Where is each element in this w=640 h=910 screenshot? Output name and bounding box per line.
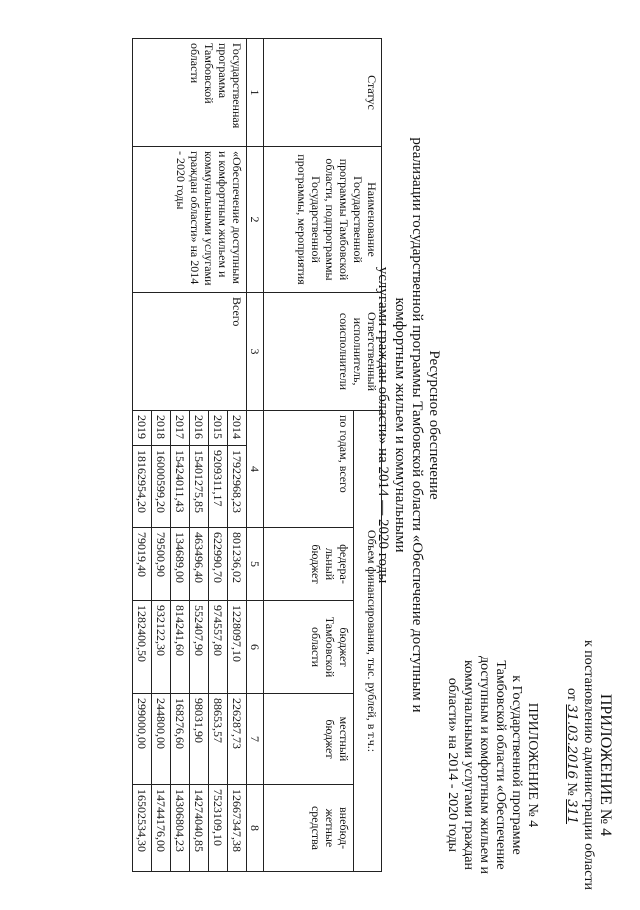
local-cell: 226287,73 bbox=[228, 694, 247, 785]
regional-cell: 932122,30 bbox=[152, 601, 171, 694]
total-cell: 15424011,43 bbox=[171, 446, 190, 528]
federal-cell: 801236,02 bbox=[228, 528, 247, 601]
federal-cell: 622990,70 bbox=[209, 528, 228, 601]
column-number-row bbox=[247, 39, 264, 872]
total-cell: 16000599,20 bbox=[152, 446, 171, 528]
year-cell: 2015 bbox=[209, 411, 228, 446]
federal-cell: 79019,40 bbox=[133, 528, 152, 601]
column-number: 6 bbox=[247, 601, 264, 694]
appendix-repeat-text: к Государственной программе Тамбовской области «Обеспечение доступным и комфортным жильем и коммунальными услугами граждан области» на 2014 - 2020 годы bbox=[445, 656, 524, 874]
extra-cell: 14306804,23 bbox=[171, 785, 190, 872]
extra-cell: 7523109,10 bbox=[209, 785, 228, 872]
local-cell: 88653,57 bbox=[209, 694, 228, 785]
decree-date: 31.03.2016 bbox=[564, 704, 579, 779]
document-title-line1: Ресурсное обеспечение bbox=[426, 350, 442, 500]
decree-reference bbox=[580, 620, 597, 910]
header-local: местный бюджет bbox=[264, 694, 354, 785]
appendix-repeat-title: ПРИЛОЖЕНИЕ № 4 bbox=[525, 702, 540, 828]
federal-cell: 463496,40 bbox=[190, 528, 209, 601]
total-cell: 9209311,17 bbox=[209, 446, 228, 528]
local-cell: 168276,60 bbox=[171, 694, 190, 785]
column-number: 4 bbox=[247, 411, 264, 528]
regional-cell: 552407,90 bbox=[190, 601, 209, 694]
decree-number-label: № bbox=[564, 782, 579, 796]
appendix-title: ПРИЛОЖЕНИЕ № 4 bbox=[597, 693, 614, 837]
header-status: Статус bbox=[264, 39, 382, 147]
year-cell: 2018 bbox=[152, 411, 171, 446]
year-cell: 2016 bbox=[190, 411, 209, 446]
header-by-year: по годам, всего bbox=[264, 411, 354, 528]
decree-from: от bbox=[564, 687, 579, 701]
column-number: 3 bbox=[247, 293, 264, 411]
regional-cell: 1282400,50 bbox=[133, 601, 152, 694]
total-cell: 17922968,23 bbox=[228, 446, 247, 528]
local-cell: 98031,90 bbox=[190, 694, 209, 785]
appendix-program-reference bbox=[444, 640, 540, 890]
program-name-cell: «Обеспечение доступным и комфортным жильем и коммунальными услугами граждан области» на 2014 - 2020 годы bbox=[133, 147, 247, 293]
document-title-line2: реализации государственной программы Тамбовской области «Обеспечение доступным и комфортным жильем и коммунальными bbox=[392, 137, 425, 713]
year-cell: 2014 bbox=[228, 411, 247, 446]
extra-cell: 14744176,00 bbox=[152, 785, 171, 872]
column-number: 8 bbox=[247, 785, 264, 872]
extra-cell: 12667347,38 bbox=[228, 785, 247, 872]
table-row bbox=[228, 39, 247, 872]
regional-cell: 974557,80 bbox=[209, 601, 228, 694]
header-name: Наименование Государственной программы Тамбовской области, подпрограммы Государственной программы, мероприятия bbox=[264, 147, 382, 293]
year-cell: 2017 bbox=[171, 411, 190, 446]
header-federal: федера-льный бюджет bbox=[264, 528, 354, 601]
header-executor: Ответственный исполнитель, соисполнители bbox=[264, 293, 382, 411]
column-number: 2 bbox=[247, 147, 264, 293]
table-header-row bbox=[354, 39, 382, 872]
status-cell: Государственная программа Тамбовской области bbox=[133, 39, 247, 147]
regional-cell: 814241,60 bbox=[171, 601, 190, 694]
year-cell: 2019 bbox=[133, 411, 152, 446]
header-extra: внебюд-жетные средства bbox=[264, 785, 354, 872]
extra-cell: 16502534,30 bbox=[133, 785, 152, 872]
header-regional: бюджет Тамбовской области bbox=[264, 601, 354, 694]
header-funding: Объем финансирования, тыс. рублей, в т.ч.: bbox=[354, 411, 382, 872]
appendix-header bbox=[563, 620, 614, 910]
total-cell: 18162954,20 bbox=[133, 446, 152, 528]
decree-date-line bbox=[563, 620, 580, 910]
column-number: 7 bbox=[247, 694, 264, 785]
total-cell: 15401275,85 bbox=[190, 446, 209, 528]
decree-number: 311 bbox=[564, 799, 579, 825]
federal-cell: 79500,90 bbox=[152, 528, 171, 601]
column-number: 5 bbox=[247, 528, 264, 601]
local-cell: 244800,00 bbox=[152, 694, 171, 785]
local-cell: 299000,00 bbox=[133, 694, 152, 785]
regional-cell: 1228097,10 bbox=[228, 601, 247, 694]
extra-cell: 14274040,85 bbox=[190, 785, 209, 872]
document-title-line3: услугами граждан области» на 2014 — 2020 годы bbox=[375, 266, 391, 584]
resource-table bbox=[132, 38, 382, 872]
federal-cell: 134689,00 bbox=[171, 528, 190, 601]
decree-prefix: к постановлению администрации области bbox=[581, 639, 596, 891]
executor-cell: Всего bbox=[133, 293, 247, 411]
document-title bbox=[374, 100, 442, 750]
column-number: 1 bbox=[247, 39, 264, 147]
